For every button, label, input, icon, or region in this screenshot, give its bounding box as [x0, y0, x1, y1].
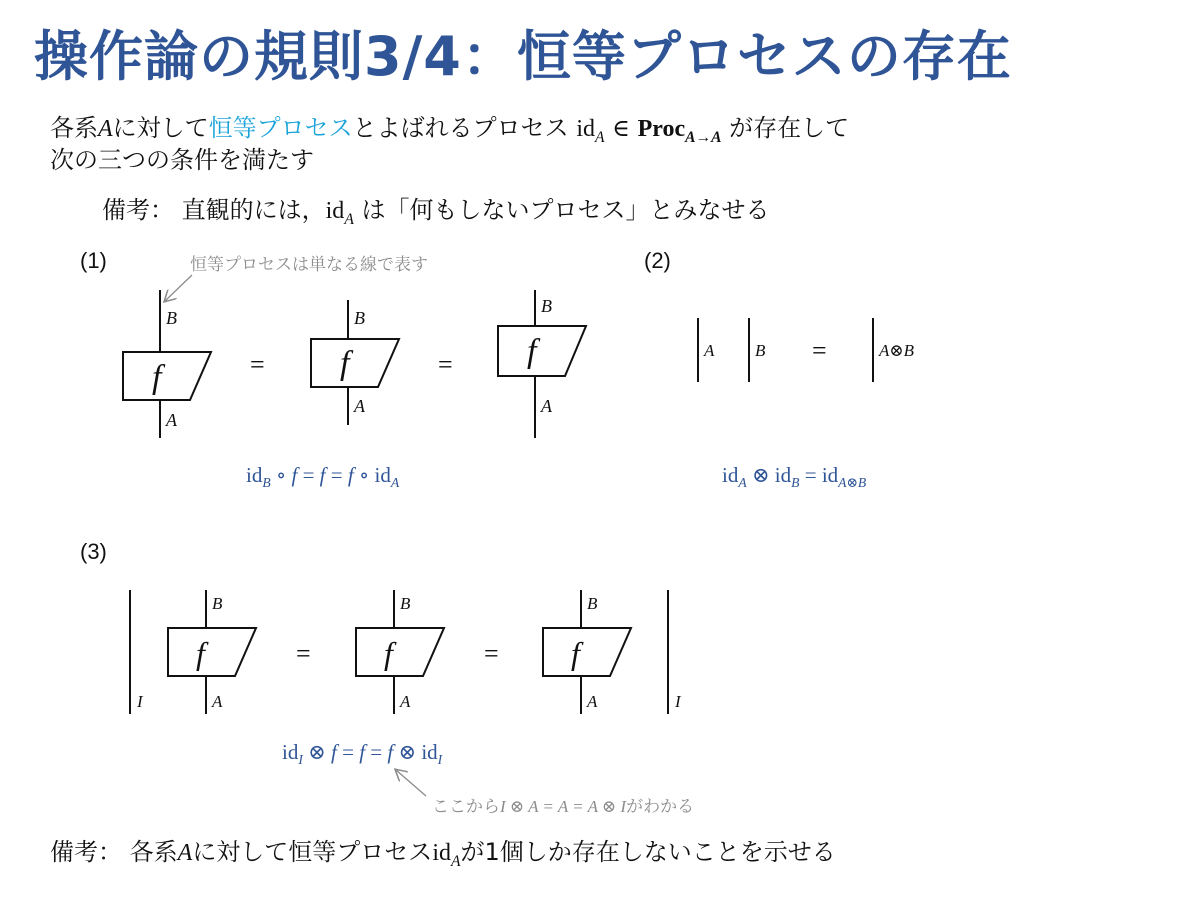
id-text: id — [576, 116, 595, 142]
wire-label-i: I — [675, 692, 681, 711]
formula-token: id — [374, 463, 391, 487]
note-arrow-icon — [396, 770, 426, 796]
equals-sign: = — [296, 639, 311, 668]
identity-process-term: 恒等プロセス — [208, 114, 353, 142]
formula-token: id — [821, 463, 839, 487]
remark-text-2: は「何もしないプロセス」とみなせる — [361, 196, 770, 224]
remark-text-3: が1個しか存在しないことを示せる — [460, 838, 836, 866]
box-label-f: f — [571, 635, 580, 671]
process-box-f — [168, 628, 256, 676]
page-title: 操作論の規則3/4：恒等プロセスの存在 — [34, 25, 1012, 88]
formula-token: = — [330, 463, 343, 487]
formula-token: ⊗ — [308, 740, 326, 764]
formula-subscript: A — [390, 475, 400, 491]
formula-token: ∘ — [358, 463, 370, 487]
intro-text-4: が存在して — [729, 114, 850, 142]
note-math: I ⊗ A = A = A ⊗ I — [500, 797, 627, 816]
proc-text: Proc — [637, 116, 686, 142]
formula-1 — [246, 463, 399, 491]
wire-label-b: B — [755, 341, 766, 360]
wire-label-b: B — [354, 308, 365, 328]
formula-token: id — [774, 463, 792, 487]
wire-label-b: B — [166, 308, 177, 328]
intro-system: A — [98, 116, 113, 142]
process-box-f — [356, 628, 444, 676]
box-label-f: f — [340, 345, 350, 382]
process-box-f — [498, 326, 586, 376]
remark-uniqueness — [50, 832, 836, 871]
remark-system: A — [177, 840, 193, 866]
formula-token: id — [246, 463, 263, 487]
remark-text-1: 直観的には， — [181, 196, 326, 224]
formula-token: ⊗ — [398, 740, 417, 764]
id-text: id — [432, 840, 451, 866]
formula-token: ∘ — [275, 463, 287, 487]
intro-text-1: 各系 — [50, 114, 98, 142]
box-label-f: f — [527, 333, 537, 370]
id-subscript: A — [344, 210, 354, 228]
formula-2 — [722, 463, 866, 491]
element-of-symbol: ∈ — [612, 116, 630, 142]
formula-token: f — [291, 463, 298, 487]
formula-token: f — [331, 740, 337, 764]
formula-token: = — [342, 740, 354, 764]
formula-token: ⊗ — [751, 463, 770, 487]
wire-label-a: A — [541, 396, 552, 416]
formula-3 — [282, 740, 442, 768]
id-text: id — [325, 198, 345, 224]
wire-label-a: A — [587, 692, 598, 711]
formula-token: id — [282, 740, 299, 764]
section-1-number: (1) — [80, 248, 107, 273]
wire-label-b: B — [400, 594, 411, 613]
wire-label-a: A — [354, 396, 365, 416]
process-box-f — [123, 352, 211, 400]
formula-token: = — [302, 463, 315, 487]
formula-token: id — [421, 740, 438, 764]
formula-token: id — [722, 463, 739, 487]
process-box-f — [311, 339, 399, 387]
remark-text-1: 各系 — [129, 838, 178, 866]
wire-label-a: A — [166, 410, 177, 430]
remark-label: 備考： — [102, 196, 174, 224]
box-label-f: f — [196, 635, 205, 671]
wire-label-b: B — [587, 594, 598, 613]
formula-token: = — [370, 740, 383, 764]
id-subscript: A — [594, 128, 605, 146]
formula-token: f — [387, 740, 394, 764]
intro-text-2: に対して — [112, 114, 209, 142]
wire-label-i: I — [137, 692, 143, 711]
formula-subscript: A — [738, 475, 747, 491]
wire-label-a: A — [704, 341, 715, 360]
formula-subscript: I — [298, 752, 303, 768]
box-label-f: f — [152, 359, 162, 396]
wire-label-b: B — [541, 296, 552, 316]
intro-line-2: 次の三つの条件を満たす — [50, 146, 314, 174]
formula-token: f — [319, 463, 326, 487]
remark-identity-symbol — [432, 840, 461, 870]
identity-wire-note: 恒等プロセスは単なる線で表す — [190, 255, 428, 275]
note-text-post: がわかる — [626, 797, 695, 817]
process-box-f — [543, 628, 631, 676]
formula-subscript: I — [437, 752, 443, 768]
equals-sign: = — [438, 350, 453, 379]
formula-token: = — [804, 463, 817, 487]
formula-subscript: B — [791, 475, 800, 491]
wire-label-a: A — [212, 692, 223, 711]
id-subscript: A — [450, 852, 461, 870]
section-3-number: (3) — [80, 539, 107, 564]
equals-sign: = — [812, 336, 827, 365]
note-text-pre: ここから — [432, 797, 500, 817]
equals-sign: = — [484, 639, 499, 668]
remark-label: 備考： — [50, 838, 122, 866]
box-label-f: f — [384, 635, 393, 671]
note-arrow-icon — [165, 275, 192, 301]
wire-label-b: B — [212, 594, 223, 613]
section-2-number: (2) — [644, 248, 671, 273]
intro-text-3: とよばれるプロセス — [352, 114, 569, 142]
proc-subscript: A→A — [685, 128, 722, 146]
remark-text-2: に対して恒等プロセス — [192, 838, 433, 866]
formula-subscript: A⊗B — [838, 475, 867, 491]
wire-label-a: A — [400, 692, 411, 711]
equals-sign: = — [250, 350, 265, 379]
formula-token: f — [347, 463, 354, 487]
formula-subscript: B — [262, 475, 271, 491]
formula-token: f — [359, 740, 366, 764]
wire-label-a-tensor-b: A⊗B — [879, 341, 915, 360]
